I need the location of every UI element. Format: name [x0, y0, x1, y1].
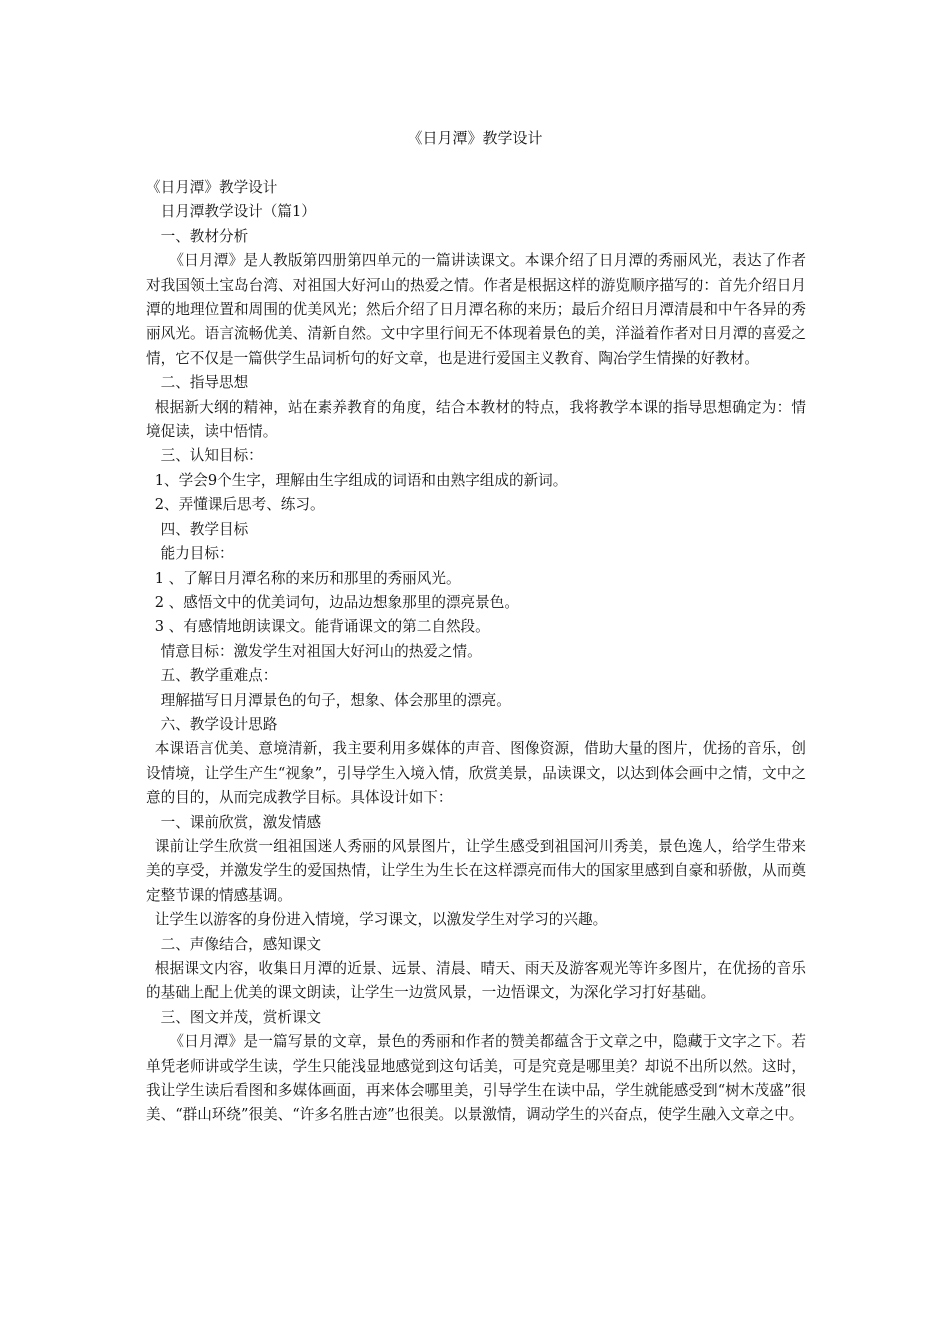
- document-body: [146, 176, 806, 1128]
- list-item-cognitive-2: 2、弄懂课后思考、练习。: [154, 496, 325, 514]
- paragraph-design-idea: 本课语言优美、意境清新，我主要利用多媒体的声音、图像资源，借助大量的图片，优扬的音乐，创设情境，让学生产生“视象”，引导学生入境入情，欣赏美景，品读课文，以达到体会画中之情，文中之意的目的，从而完成教学目标。具体设计如下：: [146, 740, 806, 807]
- section-heading-5: 五、教学重难点：: [160, 667, 278, 685]
- section-heading-2: 二、指导思想: [160, 374, 249, 392]
- subheading-ability: 能力目标：: [160, 545, 234, 563]
- list-item-ability-3: 3 、有感情地朗读课文。能背诵课文的第二自然段。: [154, 618, 490, 636]
- step-heading-1: 一、课前欣赏，激发情感: [160, 813, 322, 831]
- paragraph-step-2: 根据课文内容，收集日月潭的近景、远景、清晨、晴天、雨天及游客观光等许多图片，在优扬的音乐的基础上配上优美的课文朗读，让学生一边赏风景，一边悟课文，为深化学习打好基础。: [146, 960, 806, 1002]
- step-heading-2: 二、声像结合，感知课文: [160, 935, 322, 953]
- list-item-ability-2: 2 、感悟文中的优美词句，边品边想象那里的漂亮景色。: [154, 593, 519, 611]
- paragraph-material-analysis: 《日月潭》是人教版第四册第四单元的一篇讲读课文。本课介绍了日月潭的秀丽风光，表达了作者对我国领土宝岛台湾、对祖国大好河山的热爱之情。作者是根据这样的游览顺序描写的：首先介绍日月潭的地理位置和周围的优美风光；然后介绍了日月潭名称的来历；最后介绍日月潭清晨和中午各异的秀丽风光。语言流畅优美、清新自然。文中字里行间无不体现着景色的美，洋溢着作者对日月潭的喜爱之情，它不仅是一篇供学生品词析句的好文章，也是进行爱国主义教育、陶冶学生情操的好教材。: [146, 252, 806, 367]
- paragraph-step-1: 课前让学生欣赏一组祖国迷人秀丽的风景图片，让学生感受到祖国河川秀美，景色逸人，给学生带来美的享受，并激发学生的爱国热情，让学生为生长在这样漂亮而伟大的国家里感到自豪和骄傲，从而奠定整节课的情感基调。: [146, 837, 806, 904]
- list-item-ability-1: 1 、了解日月潭名称的来历和那里的秀丽风光。: [154, 569, 461, 587]
- step-heading-3: 三、图文并茂，赏析课文: [160, 1008, 322, 1026]
- section-heading-4: 四、教学目标: [160, 520, 249, 538]
- section-heading-1: 一、教材分析: [160, 227, 249, 245]
- list-item-cognitive-1: 1、学会9个生字，理解由生字组成的词语和由熟字组成的新词。: [154, 471, 568, 489]
- paragraph-step-1b: 让学生以游客的身份进入情境，学习课文，以激发学生对学习的兴趣。: [154, 911, 608, 929]
- section-heading-6: 六、教学设计思路: [160, 715, 278, 733]
- document-title: 《日月潭》教学设计: [407, 129, 543, 147]
- section-heading-3: 三、认知目标：: [160, 447, 263, 465]
- body-heading: 《日月潭》教学设计: [146, 179, 278, 196]
- section-subtitle: 日月潭教学设计（篇1）: [160, 203, 316, 221]
- paragraph-key-points: 理解描写日月潭景色的句子，想象、体会那里的漂亮。: [160, 691, 511, 709]
- paragraph-emotion-goal: 情意目标：激发学生对祖国大好河山的热爱之情。: [160, 642, 482, 660]
- paragraph-guiding-idea: 根据新大纲的精神，站在素养教育的角度，结合本教材的特点，我将教学本课的指导思想确定为：情境促读，读中悟情。: [146, 398, 806, 441]
- paragraph-step-3: 《日月潭》是一篇写景的文章，景色的秀丽和作者的赞美都蕴含于文章之中，隐藏于文字之下。若单凭老师讲或学生读，学生只能浅显地感觉到这句话美，可是究竟是哪里美？却说不出所以然。这时，我让学生读后看图和多媒体画面，再来体会哪里美，引导学生在读中品，学生就能感受到“树木茂盛”很美、“群山环绕”很美、“许多名胜古迹”也很美。以景激情，调动学生的兴奋点，使学生融入文章之中。: [146, 1033, 806, 1124]
